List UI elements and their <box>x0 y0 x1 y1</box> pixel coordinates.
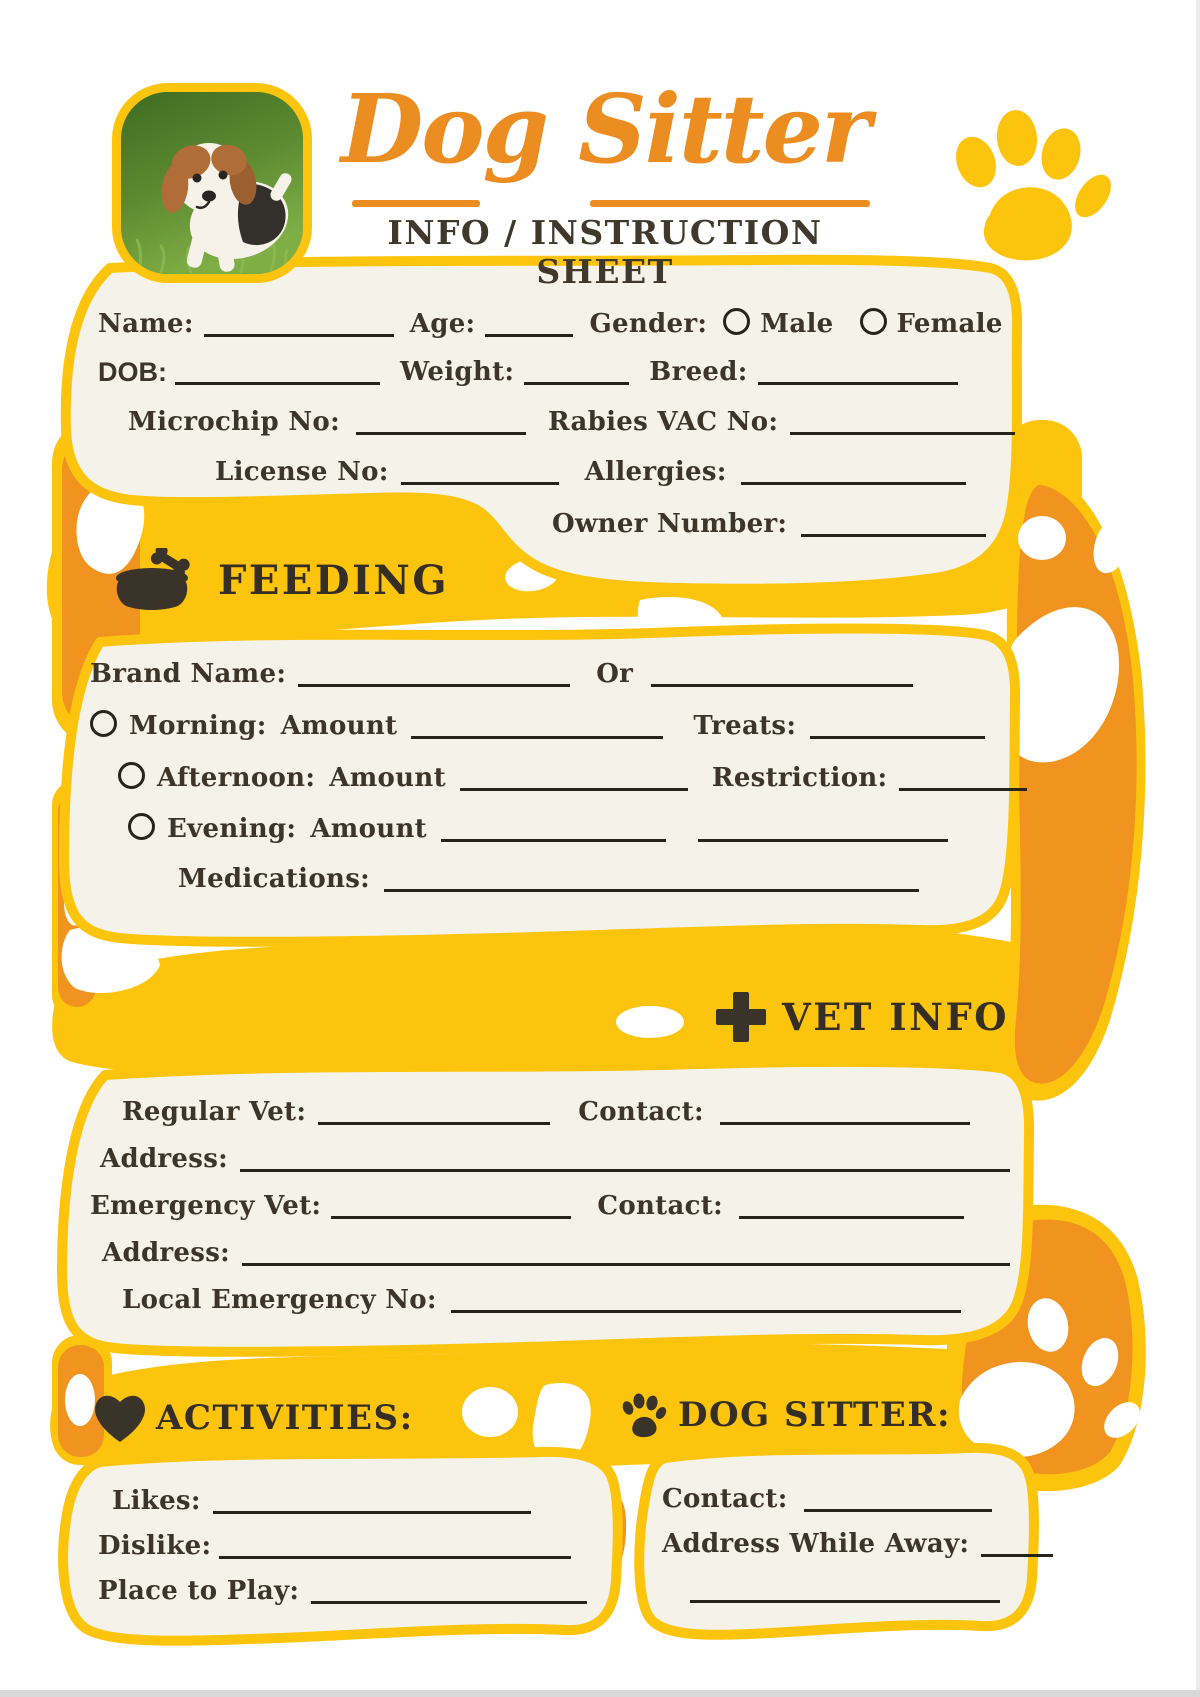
morning-label: Morning: <box>129 710 267 741</box>
treats-label: Treats: <box>693 710 797 741</box>
title-underline-left <box>352 200 480 207</box>
likes-row <box>112 1485 531 1517</box>
brand-line[interactable] <box>298 658 570 687</box>
local-emergency-line[interactable] <box>451 1284 961 1313</box>
brand-label: Brand Name: <box>90 658 287 689</box>
dog-photo-illustration <box>121 92 303 274</box>
sitter-contact-label: Contact: <box>662 1483 788 1514</box>
license-label: License No: <box>215 456 389 487</box>
dog-bowl-icon <box>112 548 200 612</box>
emergency-vet-line[interactable] <box>331 1190 571 1219</box>
female-radio[interactable] <box>860 308 887 335</box>
place-to-play-label: Place to Play: <box>98 1575 300 1606</box>
breed-label: Breed: <box>649 357 748 388</box>
paw-small-icon <box>620 1392 668 1438</box>
emergency-address-row <box>102 1237 1010 1269</box>
name-row <box>98 308 1003 340</box>
local-emergency-label: Local Emergency No: <box>122 1284 437 1315</box>
emergency-vet-label: Emergency Vet: <box>90 1190 322 1221</box>
address-while-away-line-2[interactable] <box>690 1574 1000 1603</box>
age-line[interactable] <box>485 308 573 337</box>
sitter-contact-line[interactable] <box>804 1483 992 1512</box>
regular-address-line[interactable] <box>240 1143 1010 1172</box>
evening-radio[interactable] <box>128 813 155 840</box>
rabies-line[interactable] <box>790 406 1015 435</box>
morning-amount-label: Amount <box>280 710 398 741</box>
medications-row <box>178 863 919 895</box>
morning-amount-line[interactable] <box>411 710 663 739</box>
dog-photo <box>112 83 312 283</box>
afternoon-radio[interactable] <box>118 762 145 789</box>
page-subtitle: INFO / INSTRUCTION SHEET <box>387 213 823 291</box>
license-row <box>215 456 966 488</box>
regular-contact-label: Contact: <box>578 1096 704 1127</box>
likes-label: Likes: <box>112 1485 201 1516</box>
paw-icon <box>949 108 1118 260</box>
emergency-contact-label: Contact: <box>597 1190 723 1221</box>
address-while-away-label: Address While Away: <box>662 1528 970 1559</box>
breed-line[interactable] <box>758 356 958 385</box>
likes-line[interactable] <box>213 1485 531 1514</box>
heart-icon <box>90 1390 150 1446</box>
vet-info-heading: VET INFO <box>782 995 1009 1039</box>
medications-label: Medications: <box>178 863 371 894</box>
evening-amount-line[interactable] <box>441 813 666 842</box>
evening-label: Evening: <box>167 813 297 844</box>
or-label: Or <box>596 658 634 689</box>
page-title: Dog Sitter <box>340 74 870 185</box>
emergency-vet-row <box>90 1190 964 1222</box>
evening-row <box>128 813 948 845</box>
activities-section-header <box>90 1390 414 1446</box>
owner-number-label: Owner Number: <box>552 508 788 539</box>
regular-address-label: Address: <box>100 1143 229 1174</box>
sitter-contact-row <box>662 1483 992 1515</box>
license-line[interactable] <box>401 456 559 485</box>
address-while-away-line[interactable] <box>981 1528 1053 1557</box>
place-to-play-line[interactable] <box>311 1575 587 1604</box>
male-label: Male <box>760 308 834 339</box>
dob-row <box>98 356 958 388</box>
activities-heading: ACTIVITIES: <box>156 1398 414 1438</box>
allergies-label: Allergies: <box>584 456 727 487</box>
dob-line[interactable] <box>175 356 380 385</box>
local-emergency-row <box>122 1284 961 1316</box>
allergies-line[interactable] <box>741 456 966 485</box>
dob-label: DOB: <box>98 357 167 387</box>
restriction-label: Restriction: <box>711 762 888 793</box>
medical-cross-icon <box>716 992 766 1042</box>
title-underline-right <box>590 200 870 207</box>
male-radio[interactable] <box>723 308 750 335</box>
regular-vet-label: Regular Vet: <box>122 1096 307 1127</box>
rabies-label: Rabies VAC No: <box>547 406 779 437</box>
dislike-label: Dislike: <box>98 1530 212 1561</box>
feeding-heading: FEEDING <box>218 556 449 604</box>
dislike-row <box>98 1530 571 1562</box>
microchip-row <box>128 406 1015 438</box>
regular-vet-line[interactable] <box>318 1096 550 1125</box>
gender-label: Gender: <box>589 308 708 339</box>
name-label: Name: <box>98 308 194 339</box>
treats-line[interactable] <box>810 710 985 739</box>
morning-row <box>90 710 985 742</box>
page-edge-right <box>1196 0 1200 1697</box>
name-line[interactable] <box>204 308 394 337</box>
age-label: Age: <box>409 308 476 339</box>
female-label: Female <box>896 308 1003 339</box>
address-while-away-row <box>662 1528 1053 1560</box>
dislike-line[interactable] <box>219 1530 571 1559</box>
medications-line[interactable] <box>384 863 919 892</box>
weight-label: Weight: <box>400 357 515 388</box>
brand-or-line[interactable] <box>651 658 913 687</box>
vet-info-section-header <box>716 992 1009 1042</box>
feeding-section-header <box>112 548 449 612</box>
afternoon-label: Afternoon: <box>157 762 316 793</box>
microchip-line[interactable] <box>356 406 526 435</box>
dog-sitter-heading: DOG SITTER: <box>678 1395 952 1435</box>
address-while-away-row-2 <box>690 1574 1000 1606</box>
owner-number-row <box>552 508 986 540</box>
morning-radio[interactable] <box>90 710 117 737</box>
regular-contact-line[interactable] <box>720 1096 970 1125</box>
afternoon-row <box>118 762 1027 794</box>
emergency-contact-line[interactable] <box>739 1190 964 1219</box>
evening-amount-label: Amount <box>310 813 427 844</box>
place-to-play-row <box>98 1575 587 1607</box>
afternoon-amount-line[interactable] <box>460 762 688 791</box>
restriction-line[interactable] <box>899 762 1027 791</box>
dog-sitter-section-header <box>620 1392 951 1438</box>
evening-extra-line[interactable] <box>698 813 948 842</box>
emergency-address-line[interactable] <box>242 1237 1010 1266</box>
regular-address-row <box>100 1143 1010 1175</box>
regular-vet-row <box>122 1096 970 1128</box>
weight-line[interactable] <box>524 356 629 385</box>
emergency-address-label: Address: <box>102 1237 231 1268</box>
brand-row <box>90 658 913 690</box>
owner-number-line[interactable] <box>801 508 986 537</box>
page-edge-bottom <box>0 1690 1200 1697</box>
afternoon-amount-label: Amount <box>329 762 446 793</box>
microchip-label: Microchip No: <box>128 406 340 437</box>
